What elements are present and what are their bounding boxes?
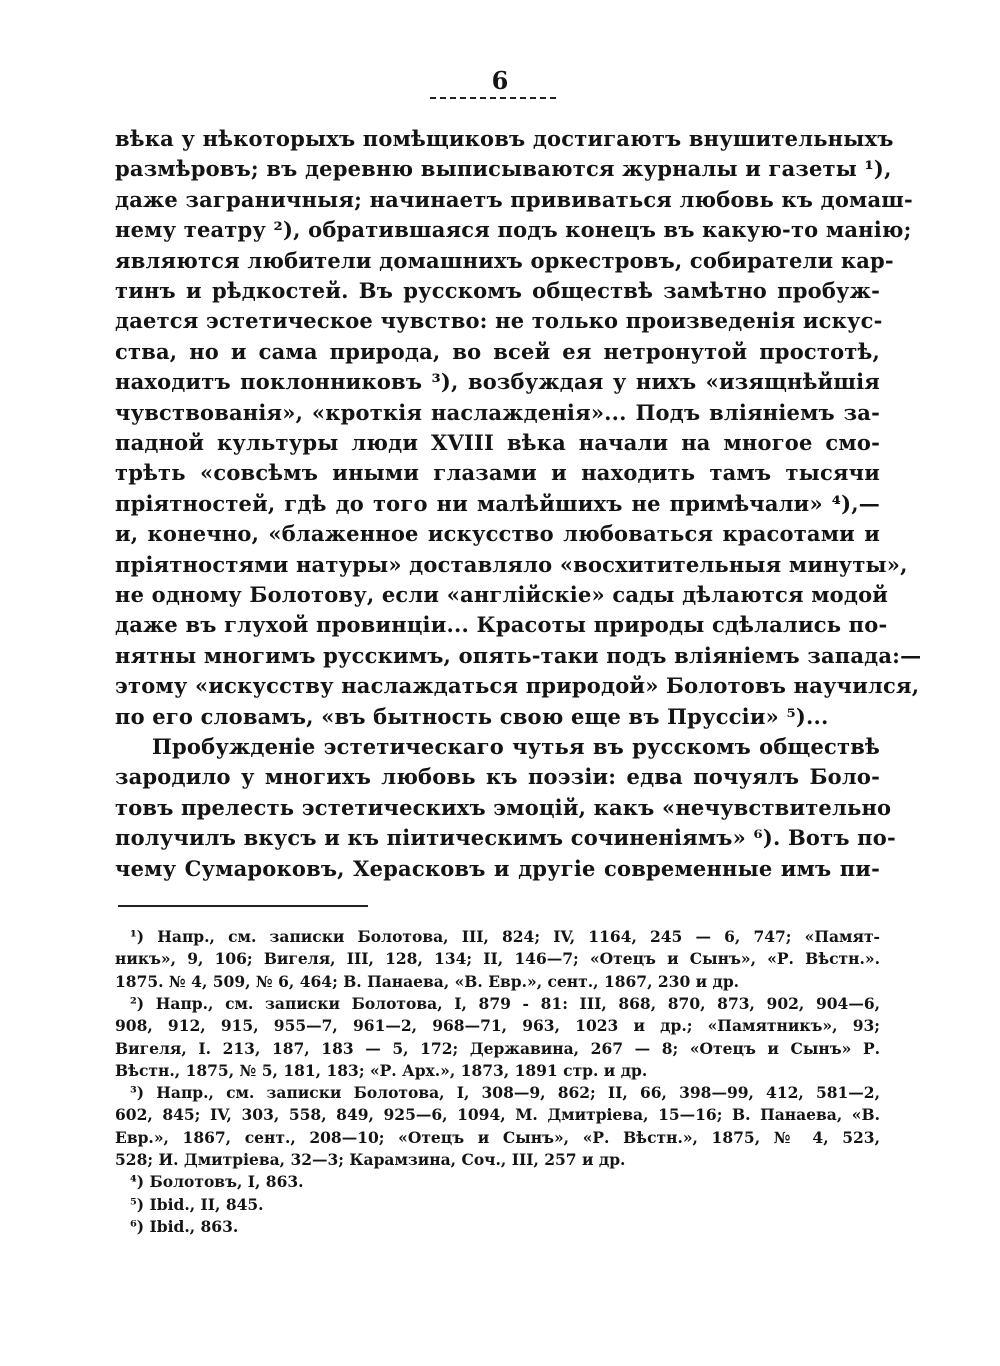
body-text-line: падной культуры люди XVIII вѣка начали на многое смо- bbox=[115, 430, 880, 455]
footnote-line: ²) Напр., см. записки Болотова, I, 879 - 81: III, 868, 870, 873, 902, 904—6, bbox=[130, 993, 880, 1013]
body-text-line: нятны многимъ русскимъ, опять-таки подъ вліяніемъ запада:— bbox=[115, 642, 922, 668]
body-text-line: товъ прелесть эстетическихъ эмоцій, какъ «нечувствительно bbox=[115, 794, 892, 820]
footnote-line: никъ», 9, 106; Вигеля, III, 128, 134; II, 146—7; «Отецъ и Сынъ», «Р. Вѣстн.». bbox=[115, 949, 880, 969]
footnote-line: 602, 845; IV, 303, 558, 849, 925—6, 1094, М. Дмитріева, 15—16; В. Панаева, «В. bbox=[115, 1105, 880, 1125]
body-text-line: по его словамъ, «въ бытность свою еще въ Пруссіи» ⁵)... bbox=[115, 703, 829, 729]
body-text-line: Пробужденіе эстетическаго чутья въ русскомъ обществѣ bbox=[152, 734, 880, 759]
body-text-line: получилъ вкусъ и къ пiитическимъ сочиненіямъ» ⁶). Вотъ по- bbox=[115, 825, 896, 851]
footnote-line: ¹) Напр., см. записки Болотова, III, 824; IV, 1164, 245 — 6, 747; «Памят- bbox=[130, 927, 880, 946]
body-text-line: ства, но и сама природа, во всей ея нетронутой простотѣ, bbox=[115, 338, 880, 364]
body-text-line: и, конечно, «блаженное искусство любоваться красотами и bbox=[115, 521, 880, 547]
footnote-line: ⁴) Болотовъ, I, 863. bbox=[130, 1172, 304, 1192]
body-text-line: чему Сумароковъ, Херасковъ и другіе современные имъ пи- bbox=[115, 855, 880, 881]
body-text-line: нему театру ²), обратившаяся подъ конецъ въ какую-то манію; bbox=[115, 217, 912, 243]
footnote-line: 528; И. Дмитріева, 32—3; Карамзина, Соч., III, 257 и др. bbox=[115, 1150, 626, 1169]
body-text-line: пріятностей, гдѣ до того ни малѣйшихъ не примѣчали» ⁴),— bbox=[115, 490, 880, 516]
body-text-line: даже заграничныя; начинаетъ прививаться любовь къ домаш- bbox=[115, 186, 913, 212]
footnote-line: Вигеля, I. 213, 187, 183 — 5, 172; Державина, 267 — 8; «Отецъ и Сынъ» Р. bbox=[115, 1038, 880, 1058]
body-text-line: дается эстетическое чувство: не только произведенія искус- bbox=[115, 308, 883, 334]
body-text-line: зародило у многихъ любовь къ поэзіи: едва почуялъ Боло- bbox=[115, 764, 880, 790]
body-text-line: тинъ и рѣдкостей. Въ русскомъ обществѣ замѣтно пробуж- bbox=[115, 278, 880, 303]
body-text-line: даже въ глухой провинціи... Красоты природы сдѣлались по- bbox=[115, 612, 888, 638]
page-number-rule bbox=[430, 97, 556, 99]
footnote-line: ⁶) Ibid., 863. bbox=[130, 1216, 239, 1236]
footnote-line: Вѣстн., 1875, № 5, 181, 183; «Р. Арх.», 1873, 1891 стр. и др. bbox=[115, 1060, 648, 1080]
footnote-line: 1875. № 4, 509, № 6, 464; В. Панаева, «В. Евр.», сент., 1867, 230 и др. bbox=[115, 971, 740, 991]
body-text-line: находитъ поклонниковъ ³), возбуждая у нихъ «изящнѣйшія bbox=[115, 369, 880, 395]
body-text-line: не одному Болотову, если «англійскіе» сады дѣлаются модой bbox=[115, 582, 889, 607]
page-number: 6 bbox=[491, 66, 509, 95]
body-text-line: чувствованія», «кроткія наслажденія»... Подъ вліяніемъ за- bbox=[115, 399, 880, 425]
body-text-line: трѣть «совсѣмъ иными глазами и находить тамъ тысячи bbox=[115, 460, 880, 486]
body-text-line: размѣровъ; въ деревню выписываются журналы и газеты ¹), bbox=[115, 156, 892, 182]
body-text-line: являются любители домашнихъ оркестровъ, собиратели кар- bbox=[115, 247, 894, 273]
footnote-line: ³) Напр., см. записки Болотова, I, 308—9, 862; II, 66, 398—99, 412, 581—2, bbox=[130, 1083, 880, 1103]
footnote-line: Евр.», 1867, сент., 208—10; «Отецъ и Сынъ», «Р. Вѣстн.», 1875, № 4, 523, bbox=[115, 1127, 880, 1147]
footnote-line: 908, 912, 915, 955—7, 961—2, 968—71, 963, 1023 и др.; «Памятникъ», 93; bbox=[115, 1016, 880, 1036]
body-text-line: вѣка у нѣкоторыхъ помѣщиковъ достигаютъ внушительныхъ bbox=[115, 126, 894, 151]
body-text-line: пріятностями натуры» доставляло «восхитительныя минуты», bbox=[115, 551, 908, 577]
footnote-divider bbox=[118, 905, 368, 907]
footnote-line: ⁵) Ibid., II, 845. bbox=[130, 1194, 264, 1214]
body-text-line: этому «искусству наслаждаться природой» Болотовъ научился, bbox=[115, 673, 920, 699]
